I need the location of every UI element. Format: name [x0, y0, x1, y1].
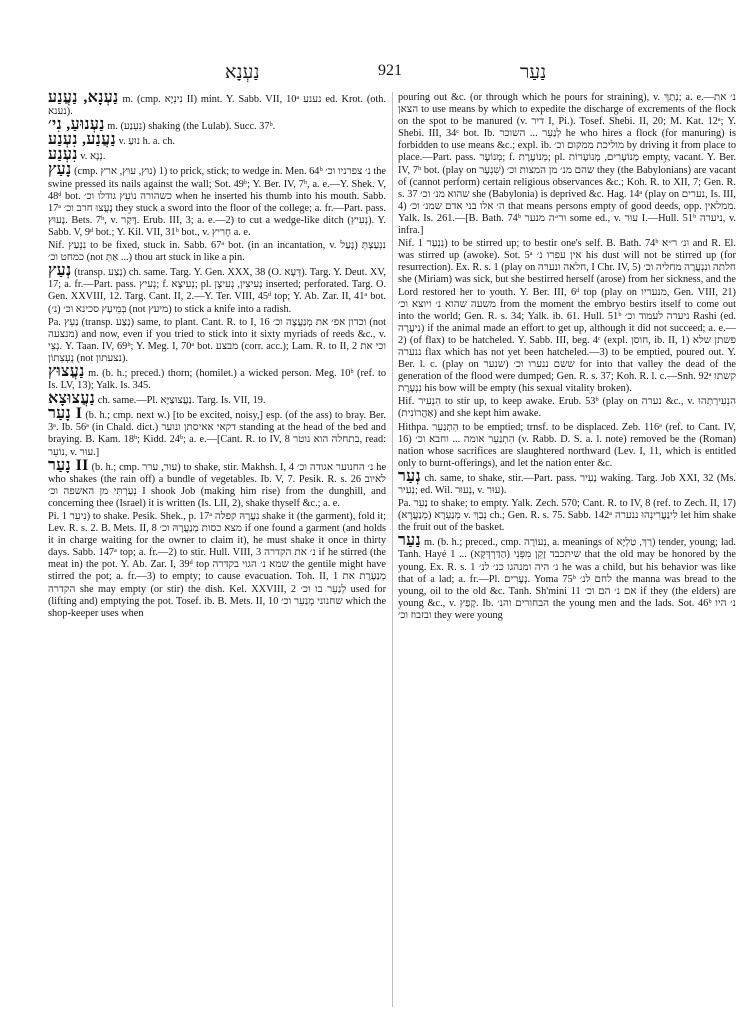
dictionary-entry — [48, 405, 386, 458]
left-column — [48, 92, 386, 1007]
entry-definition: m. (b. h.; preced.) thorn; (homilet.) a wicked person. Meg. 10ᵇ (ref. to Is. LV, 13); Yalk. Is. 345. — [48, 367, 386, 392]
dictionary-entry — [48, 131, 386, 149]
entry-definition: (cmp. נוּץ, עוּץ, ארץ) 1) to prick, stick; to wedge in. Men. 64ᵇ נ׳ צפרניו וכ׳ the swine pressed its nails against the wall; Sot. 49ᵇ; Y. Ber. IV, 7ᵇ, a. e.—Y. Shek. V, 48ᵈ bot. כשהורה נוֹעֵץ גודלו וכ׳ when he inserted his thumb into his mouth. Sabb. 17ᵃ נָעֲצוּ חרב וכ׳ they stuck a sword into the floor of the college; a. fr.—Part. pass. נָעוּץ. Bets. 7ᵇ, v. דָּקַר. Erub. III, 3; a. e.—2) to cut a wedge-like ditch (נְעִיץ). Y. Sabb. V, 9ᵈ bot.; Y. Kil. VII, 31ᵇ bot., v. חָרִיץ a. e. — [48, 166, 386, 238]
dictionary-entry — [48, 362, 386, 392]
entry-definition: pouring out &c. (or through which he pours for straining), v. נְתַךְ; a. e.—נ׳ את הצאן to use means by which to expedite the discharge of excrements of the flock on the spot to be manured (v. דיר I, Pi.). Tosef. Shebi. II, 20; M. Kat. 12ᵃ; Y. Shebi. III, 34ᶜ bot. Ib. לְנַעֵר ... השוכר he who hires a flock (for manuring) is forbidden to use means &c.; expl. ib. מוליכת ממקום וכ׳ by driving it from place to place.—Part. pass. מְנוֹעָר; f. מְנוֹעֶרֶת; pl. מְנוֹעָרִים, מְנוֹעָרוֹת empty, vacant. Y. Ber. IV, 7ᵇ bot. (play on שִׁנְעָר) שהם מנ׳ מן המצות וכ׳ they (the Babylonians) are vacant of (cannot perform) certain religious observances &c.; Koh. R. to XII, 7; Gen. R. s. 37 שהוא מנ׳ וכ׳ she (Babylonia) is deprived &c. Hag. 14ᵃ (play on נערים, Is. III, 4) ה׳ אלו בני אדם שמנ׳ וכ׳ that means persons empty of good deeds, opp. ממלאין. Yalk. Is. 261.—[B. Bath. 74ᵇ ור״ה מנער some ed., v. עוּר I.—Hull. 51ᵇ ניערה, v. infra.] — [398, 92, 736, 237]
dictionary-entry — [48, 240, 386, 264]
entry-headword: נָעַר II — [48, 456, 89, 474]
entry-definition: Pi. נִיעֵר 1) to shake. Pesik. Shek., p. 17ᵃ נִעֲרָהּ קפלה shake it (the garment), fold it; Lev. R. s. 2. B. Mets. II, 8 מצא כסות מְנַעֲרָהּ וכ׳ if one found a garment (and holds it in charge waiting for the owner to claim it), he must shake it once in thirty days. Sabb. 147ᵃ top; a. fr.—2) to stir. Hull. VIII, 3 נ׳ את הקדרה if he stirred (the meat in) the pot. Y. Ab. Zar. I, 39ᵈ top שמא נ׳ הגוי בקדרה the gentile might have stirred the pot; a. fr.—3) to empty; to cause evacuation. Toh. II, 1 מְנַעֶרֶת את הקדרה she may empty (or stir) the dish. Kel. XXVIII, 2 לְנַעֵר בו וכ׳ used for (lifting and) emptying the pot. Tosef. ib. B. Mets. II, 10 שחנוני מְנַעֵר וכ׳ which the shop-keeper uses when — [48, 511, 386, 619]
entry-definition: (transp. נְצַע) ch. same. Targ. Y. Gen. XXX, 38 (O. דְּעָא). Targ. Y. Deut. XV, 17; a. fr.—Part. pass. נְעִיץ; f. נְעִיצָא; pl. נְעִיצִין, נְעִיצָן inserted; perforated. Targ. O. Gen. XXVIII, 12. Targ. Cant. II, 2.—Y. Ter. VIII, 45ᵈ top; Y. Ab. Zar. II, 41ᵃ bot. (נ׳) בְּמֵיעָץ סכינא וכ׳ (not מיעץ) to stick a knife into a radish. — [48, 267, 386, 315]
entry-definition: Pa. נַעֵץ (transp. נְצַע) same, to plant. Cant. R. to I, 16 וכדון אפ׳ את מְנַעֲצָה וכ׳ (not מנצעה) and now, even if you tried to stick into it sixty myriads of reeds &c., v. נְצֵי. Y. Taan. IV, 69ᵇ; Y. Meg. I, 70ᵃ bot. מבצע (corr. acc.); Lam. R. to II, 2 וכי את נָעְצְתוֹן (not נצעתון). — [48, 316, 386, 364]
entry-definition: Hithpa. הִתְנַעֵר to be emptied; trnsf. to be displaced. Zeb. 116ᵃ (ref. to Cant. IV, 16) הִתְנַעֵר אומה ... וחבא וכ׳ (v. Rabb. D. S. a. l. note) removed be the (Roman) nation whose sacrifices are slaughtered northward (Lev. I, 11, which is entitled only to burnt-offerings), and let the nation enter &c. — [398, 421, 736, 469]
entry-definition: Hif. הִנְעִיר to stir up, to keep awake. Erub. 53ᵇ (play on נערה &c., v. הִנְעִירַתְהוּ (אַהֲרוֹנִית) and she kept him awake. — [398, 396, 736, 420]
entry-definition: Pa. נַעֵר to shake; to empty. Yalk. Zech. 570; Cant. R. to IV, 8 (ref. to Zech. II, 17) מְנַעְרָא (מְנַעֲרָא) v. נְבַךְ ch.; Gen. R. s. 75. Sabb. 142ᵃ לִינַעֲרִינְהוּ ננערה let him shake the fruit out of the basket. — [398, 498, 736, 534]
dictionary-entry — [398, 498, 736, 534]
dictionary-entry — [48, 161, 386, 239]
dictionary-entry — [398, 396, 736, 420]
entry-headword: נַעֲצוּצָא — [48, 390, 96, 408]
dictionary-entry — [48, 511, 386, 620]
entry-headword: נִעְנַע — [48, 146, 78, 164]
entry-definition: v. נוּעַ h. a. ch. — [118, 136, 175, 148]
entry-definition: (b. h.; cmp. עוּר, ערר) to shake, stir. Makhsh. I, 4 נ׳ החנוער אגודה וכ׳ he who shakes (the rain off) a bundle of vegetables. Ib. V, 7. Pesik. R. s. 26 לאיוב נְעַרְתִּי מן האשפה וכ׳ I shook Job (making him rise) from the dunghill, and concerning thee (Israel) it is written (Is. LII, 2), shake thyself &c.; a. e. — [48, 461, 386, 509]
entry-definition: v. נְנָא. — [80, 151, 106, 163]
right-column — [398, 92, 736, 1007]
entry-headword: נַעְנוּעַ, נִי׳ — [48, 116, 105, 134]
dictionary-entry — [398, 92, 736, 237]
entry-headword: נַעֲנַע, נִעְנַע — [48, 131, 117, 149]
dictionary-entry — [398, 467, 736, 497]
entry-headword: נְעַר — [398, 467, 422, 485]
running-head-right: נַעַר — [520, 62, 547, 83]
dictionary-entry — [48, 317, 386, 365]
entry-definition: ch. same.—Pl. נַעֲצוּצַיָּא. Targ. Is. VII, 19. — [97, 395, 266, 407]
page-number: 921 — [378, 62, 402, 79]
dictionary-entry — [48, 146, 386, 164]
entry-headword: נָעַר I — [48, 405, 83, 423]
entry-headword: נַעַר — [398, 532, 422, 550]
entry-headword: נָעַץ — [48, 161, 72, 179]
entry-definition: m. (b. h.; preced., cmp. נְעוֹרָה, a. meanings of רַךְ, טַלְיָא) tender, young; lad. Tanh. Hayé 1 ... שיתכבד זָקֵן מִפְּנֵי (הַדַּרְדְּקָא) that the old may be honored by the young. Ex. R. s. 1 נ׳ היה ומנהגו כנ׳ לנ׳ he was a child, but his behavior was like that of a lad; a. fr.—Pl. נְעָרִים. Yoma 75ᵇ לחם לנ׳ the manna was bread to the young, oil to the old &c. Tanh. Sh'mini 11 אם נ׳ הם וכ׳ if they (the elders) are young &c., v. קָפַץ. Ib. הבחורים והנ׳ the young men and the lads. Sot. 46ᵇ נ׳ היו ובזבוז וכ׳ they were young — [398, 537, 736, 621]
entry-definition: ch. same, to shake, stir.—Part. pass. נְעִיר waking. Targ. Job XXI, 32 (Ms. נְעִיר; ed. Wil. נְעוּר, v. עוּר). — [398, 472, 736, 496]
entry-definition: Nif. נִנְעַץ to be fixed, stuck in. Sabb. 67ᵃ bot. (in an incantation, v. נָעַל) נִנְעַצְתְּ כמחט וכ׳ (not אַתְּ ...) thou art stuck in like a pin. — [48, 240, 386, 264]
dictionary-entry — [398, 532, 736, 622]
running-head-left: נַעְנָא — [225, 62, 260, 83]
entry-headword: נַעְנָא, נַעֲנַע — [48, 92, 119, 106]
dictionary-entry — [398, 422, 736, 470]
entry-headword: נְעַץ — [48, 262, 72, 280]
dictionary-entry — [48, 262, 386, 315]
entry-headword: נַעֲצוּץ — [48, 362, 85, 380]
entry-definition: m. (cmp. נִינְיָא II) mint. Y. Sabb. VII, 10ᵃ נענע ed. Krot. (oth. נענא). — [48, 94, 386, 118]
dictionary-entry — [48, 456, 386, 510]
dictionary-entry — [398, 238, 736, 395]
column-divider — [392, 92, 393, 1007]
dictionary-entry — [48, 92, 386, 118]
entry-definition: m. (נִעְנַע) shaking (the Lulab). Succ. 37ᵇ. — [107, 121, 276, 133]
entry-definition: (b. h.; cmp. next w.) [to be excited, noisy,] esp. (of the ass) to bray. Ber. 3ᵃ. Ib. 56ᵃ (in Chald. dict.) דקאי אאיסתן ונוער standing at the head of the bed and braying. B. Kam. 18ᵇ; Kidd. 24ᵇ; a. e.—[Cant. R. to IV, 8 בתחלה הוא נוטר, read: נוֹעֵר, v. עוּר.] — [48, 410, 386, 458]
dictionary-entry — [48, 390, 386, 408]
entry-definition: Nif. נִנְעַר 1) to be stirred up; to bestir one's self. B. Bath. 74ᵇ ונ׳ ר״א and R. El. was stirred up (awoke). Sot. 5ᵃ אין עפרו נ׳ his dust will not be stirred up (for resurrection). Ex. R. s. 1 (play on חלאה ונערה, I Chr. IV, 5) חלתה ונִנְעֲרָה מחליה וכ׳ she (Miriam) was sick, but she bestirred herself (arose) from her sickness, and the Lord restored her to youth. Y. Ber. III, 6ᵈ top (play on מנעריו, Gen. VIII, 21) משעה שהוא נ׳ ויוצא וכ׳ from the moment the embryo bestirs itself to come out into the world; Gen. R. s. 34; Yalk. ib. 61. Hull. 51ᵇ ניערה לעמוד וכ׳ Rashi (ed. נִיעֲרָה) if the animal made an effort to get up, although it did not succeed; a. e.—2) (of flax) to be hatcheled. Y. Sabb. III, beg. 4ᶜ (expl. חוסן, ib. II, 1) פשתן שלא ננערה flax which has not yet been hatcheled.—3) to be emptied, poured out. Y. Ber. l. c. (play on שנער) ששם ננערו וכ׳ for into that valley the dead of the generation of the flood were dumped; Gen. R. s. 37; Koh. R. l. c.—Snh. 92ᵃ קשתו נִנְעֶרֶת his bow will be empty (his sexual vitality broken). — [398, 238, 736, 395]
